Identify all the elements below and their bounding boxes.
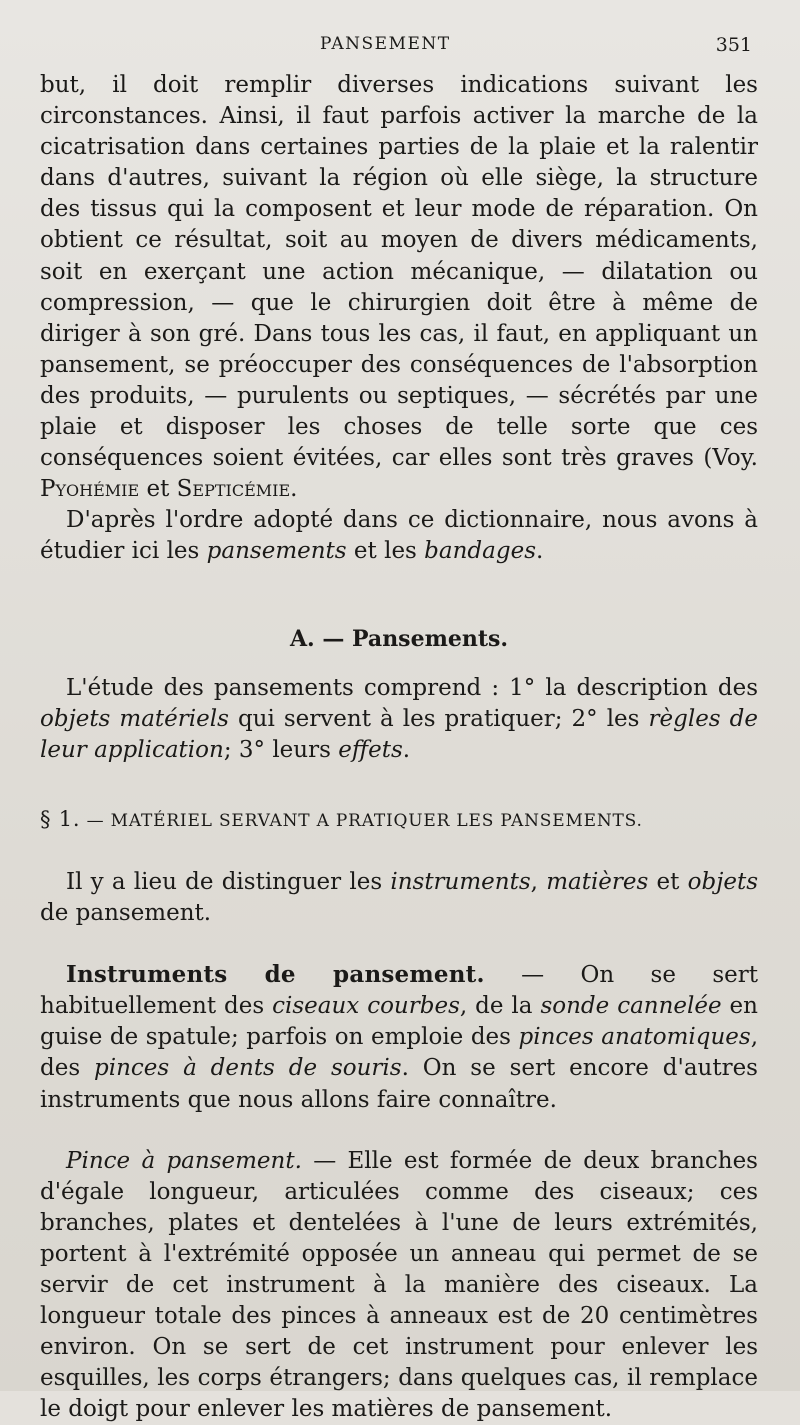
paragraph-4 (40, 867, 758, 929)
paragraph-6-text: — Elle est formée de deux branches d'égale longueur, articulées comme des ciseaux; ces branches, plates et dentelées à l'une de leurs extrémités, portent à l'extrémité opposée un anneau qui permet de se servir de cet instrument à la manière des ciseaux. La longueur totale des pinces à anneaux est de 20 centimètres environ. On se sert de cet instrument pour enlever les esquilles, les corps étrangers; dans quelques cas, il remplace le doigt pour enlever les matières de pansement. (40, 1147, 758, 1423)
paragraph-5-text-b: , de la (459, 993, 541, 1020)
paragraph-2-text-b: et les (346, 538, 425, 565)
paragraph-4-text-b: , (530, 868, 547, 895)
runin-heading-pince-pansement: Pince à pansement. (66, 1147, 302, 1174)
term-matieres: matières (546, 868, 649, 895)
paragraph-5 (40, 959, 758, 1115)
paragraph-4-text-d: de pansement. (40, 900, 212, 927)
runin-heading-instruments: Instruments de pansement. (66, 961, 485, 989)
paragraph-5-text-e: . On se sert encore d'autres instruments que nous allons faire connaître. (40, 1055, 758, 1113)
section-heading (40, 804, 758, 837)
paragraph-4-text-c: et (648, 868, 688, 895)
paragraph-2-text-a: D'après l'ordre adopté dans ce dictionnaire, nous avons à étudier ici les (40, 507, 758, 565)
subheading-a-pansements: A. — Pansements. (289, 625, 509, 652)
cross-reference-pyohemie: Pyohémie (40, 476, 140, 503)
paragraph-3-text-a: L'étude des pansements comprend : 1° la description des (66, 674, 758, 701)
term-pansements: pansements (206, 538, 347, 565)
page-body (40, 70, 758, 1425)
term-effets: effets (338, 736, 403, 763)
paragraph-4-text-a: Il y a lieu de distinguer les (66, 868, 391, 895)
paragraph-2 (40, 505, 758, 567)
term-sonde-cannelee: sonde cannelée (540, 993, 722, 1020)
term-regles-application: règles de leur application (40, 705, 758, 763)
running-head (0, 34, 800, 56)
term-bandages: bandages (424, 538, 536, 565)
paragraph-3-text-c: ; 3° leurs (223, 736, 339, 763)
term-objets-materiels: objets matériels (40, 705, 229, 732)
term-instruments: instruments (390, 868, 531, 895)
paragraph-3 (40, 673, 758, 766)
text-and: et (139, 476, 177, 503)
term-ciseaux-courbes: ciseaux courbes (272, 993, 460, 1020)
paragraph-2-text-c: . (536, 538, 544, 565)
running-title: PANSEMENT (320, 34, 451, 54)
page-number: 351 (715, 34, 752, 56)
term-pinces-dents-souris: pinces à dents de souris (94, 1055, 402, 1082)
section-title: — MATÉRIEL SERVANT A PRATIQUER LES PANSEMENTS. (80, 810, 643, 831)
paragraph-5-text-a: — On se sert habituellement des (40, 962, 758, 1020)
section-number: § 1. (40, 806, 81, 831)
term-objets: objets (687, 868, 758, 895)
paragraph-3-text-b: qui servent à les pratiquer; 2° les (228, 705, 649, 732)
term-pinces-anatomiques: pinces anatomiques (518, 1024, 751, 1051)
paragraph-6 (40, 1146, 758, 1425)
paragraph-1 (40, 70, 758, 505)
paragraph-5-text-d: , des (40, 1024, 759, 1082)
paragraph-1-text: but, il doit remplir diverses indications suivant les circonstances. Ainsi, il faut parfois activer la marche de la cicatrisation dans certaines parties de la plaie et la ralentir dans d'autres, suivant la région où elle siège, la structure des tissus qui la composent et leur mode de réparation. On obtient ce résultat, soit au moyen de divers médicaments, soit en exerçant une action mécanique, — dilatation ou compression, — que le chirurgien doit être à même de diriger à son gré. Dans tous les cas, il faut, en appliquant un pansement, se préoccuper des conséquences de l'absorption des produits, — purulents ou septiques, — sécrétés par une plaie et disposer les choses de telle sorte que ces conséquences soient évitées, car elles sont très graves (Voy. (40, 72, 758, 472)
paragraph-3-text-d: . (402, 736, 411, 763)
text-period: . (290, 476, 298, 503)
cross-reference-septicemie: Septicémie (176, 476, 291, 503)
paragraph-5-text-c: en guise de spatule; parfois on emploie des (40, 993, 758, 1051)
